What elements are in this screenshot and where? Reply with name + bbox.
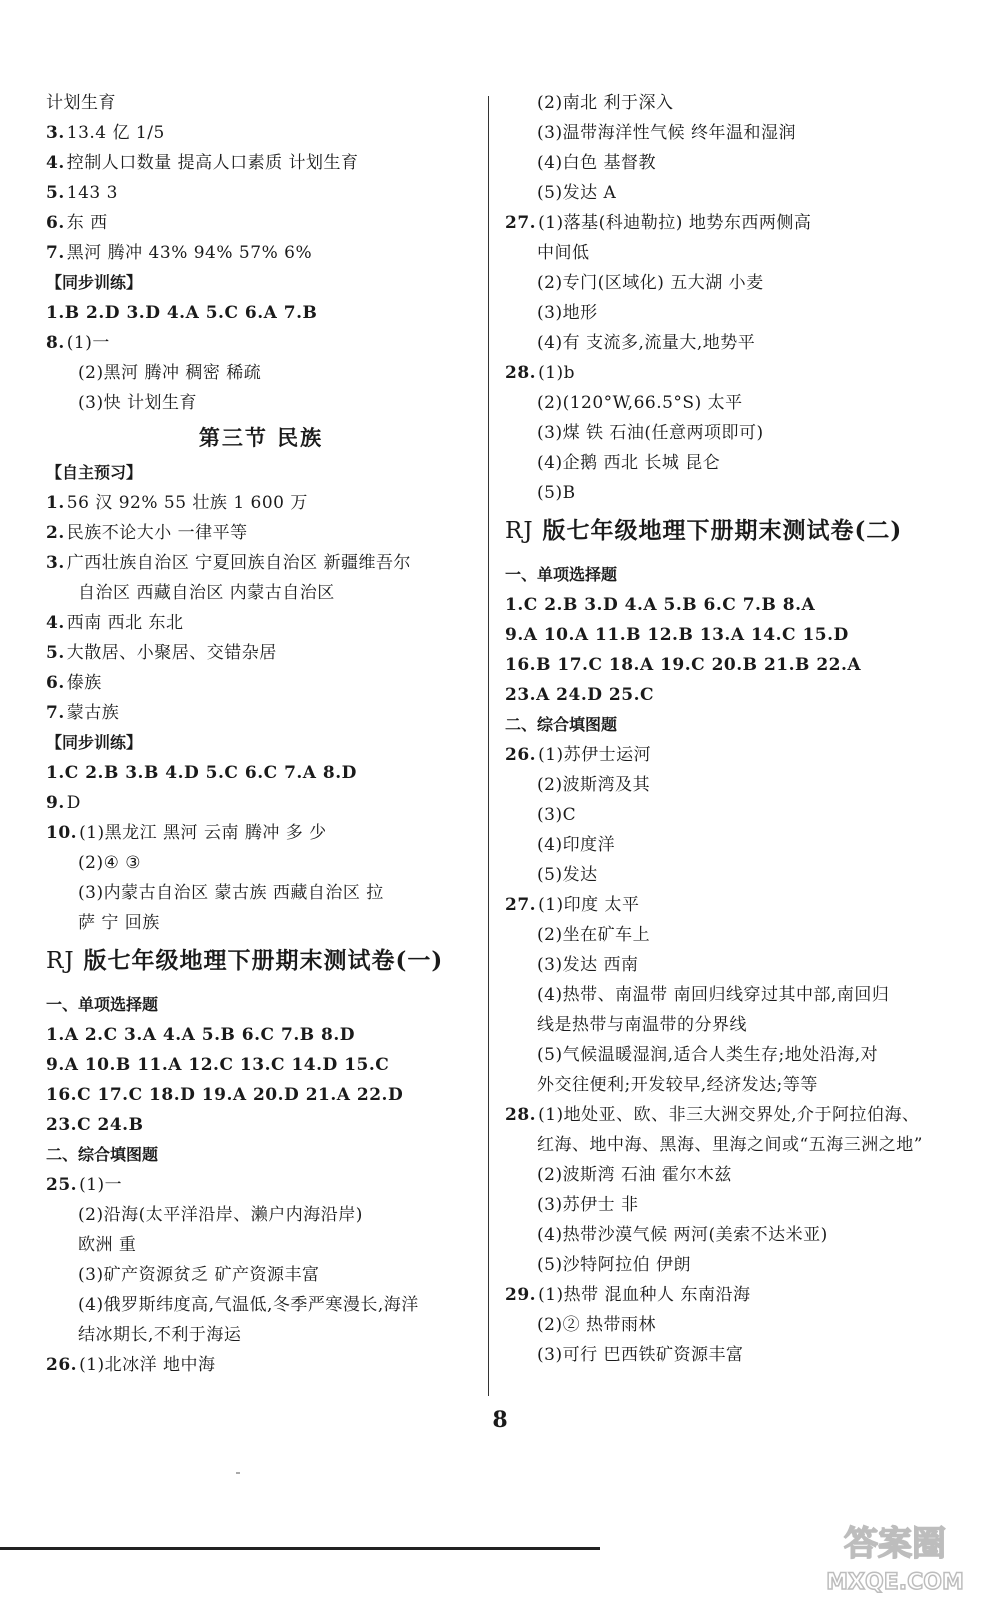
left-column <box>46 88 476 1380</box>
answer-line <box>505 680 955 710</box>
answer-subline <box>505 418 955 448</box>
scan-speck <box>236 1472 240 1474</box>
answer-subline <box>505 920 955 950</box>
answer-subline <box>505 800 955 830</box>
answer-line <box>46 118 476 148</box>
answer-subline <box>46 848 476 878</box>
question-number: 6. <box>46 673 65 693</box>
answer-text: (3)地形 <box>537 303 598 323</box>
answer-text: (3)可行 巴西铁矿资源丰富 <box>537 1345 744 1365</box>
answer-subline <box>505 950 955 980</box>
column-divider <box>488 96 489 1396</box>
answer-subline <box>46 878 476 908</box>
answer-text: (1)落基(科迪勒拉) 地势东西两侧高 <box>538 213 812 233</box>
answer-text: (5)气候温暖湿润,适合人类生存;地处沿海,对 <box>537 1045 879 1065</box>
page-number: 8 <box>492 1407 508 1433</box>
answer-line <box>505 740 955 770</box>
answer-subline <box>505 328 955 358</box>
answer-subline <box>505 1010 955 1040</box>
answer-subline <box>505 1250 955 1280</box>
question-number: 1. <box>46 493 65 513</box>
answer-line <box>505 358 955 388</box>
question-number: 27. <box>505 213 537 233</box>
answer-line <box>46 788 476 818</box>
answer-text: (2)坐在矿车上 <box>537 925 651 945</box>
answer-line <box>46 1350 476 1380</box>
answer-text: (4)白色 基督教 <box>537 153 656 173</box>
answer-text: 16.B 17.C 18.A 19.C 20.B 21.B 22.A <box>505 655 862 675</box>
answer-subline <box>46 388 476 418</box>
question-number: 8. <box>46 333 65 353</box>
answer-text: D <box>66 793 81 813</box>
answer-line <box>505 890 955 920</box>
question-number: 25. <box>46 1175 78 1195</box>
answer-text: (3)发达 西南 <box>537 955 639 975</box>
answer-subline <box>46 1320 476 1350</box>
exam-title <box>46 938 476 990</box>
answer-subline <box>505 1340 955 1370</box>
answer-line <box>46 178 476 208</box>
answer-text: (3)C <box>537 805 577 825</box>
answer-text: 控制人口数量 提高人口素质 计划生育 <box>66 153 359 173</box>
answer-line <box>505 620 955 650</box>
answer-text: 9.A 10.A 11.B 12.B 13.A 14.C 15.D <box>505 625 849 645</box>
answer-line <box>46 818 476 848</box>
answer-line <box>46 1170 476 1200</box>
answer-text: 黑河 腾冲 43% 94% 57% 6% <box>66 243 313 263</box>
answer-text: 1.C 2.B 3.B 4.D 5.C 6.C 7.A 8.D <box>46 763 357 783</box>
answer-subline <box>505 238 955 268</box>
answer-text: (3)快 计划生育 <box>78 393 197 413</box>
answer-subline <box>46 1260 476 1290</box>
answer-text: (2)② 热带雨林 <box>537 1315 656 1335</box>
answer-text: (2)波斯湾 石油 霍尔木兹 <box>537 1165 732 1185</box>
bottom-rule <box>0 1547 600 1550</box>
answer-subline <box>505 770 955 800</box>
answer-line <box>46 1020 476 1050</box>
exam-title-text: 版七年级地理下册期末测试卷(二) <box>533 517 903 544</box>
answer-text: (1)一 <box>66 333 110 353</box>
answer-text: (2)(120°W,66.5°S) 太平 <box>537 393 743 413</box>
answer-line <box>46 698 476 728</box>
answer-text: 自治区 西藏自治区 内蒙古自治区 <box>78 583 335 603</box>
answer-text: 蒙古族 <box>66 703 120 723</box>
answer-subline <box>505 298 955 328</box>
question-number: 5. <box>46 183 65 203</box>
answer-subline <box>46 358 476 388</box>
right-column <box>505 88 955 1370</box>
section-header: 一、单项选择题 <box>46 995 159 1014</box>
answer-subline <box>46 1230 476 1260</box>
answer-text: (3)温带海洋性气候 终年温和湿润 <box>537 123 796 143</box>
answer-line <box>505 650 955 680</box>
answer-text: (3)内蒙古自治区 蒙古族 西藏自治区 拉 <box>78 883 384 903</box>
answer-subline <box>505 1130 955 1160</box>
answer-text: 萨 宁 回族 <box>78 913 160 933</box>
answer-line <box>46 548 476 578</box>
answer-line <box>505 590 955 620</box>
answer-line <box>46 238 476 268</box>
question-number: 7. <box>46 243 65 263</box>
section-header: 【同步训练】 <box>46 733 143 752</box>
question-number: 4. <box>46 153 65 173</box>
answer-text: (5)B <box>537 483 576 503</box>
answer-text: (4)俄罗斯纬度高,气温低,冬季严寒漫长,海洋 <box>78 1295 419 1315</box>
section-header: 【自主预习】 <box>46 463 143 482</box>
answer-text: (2)南北 利于深入 <box>537 93 674 113</box>
answer-text: (4)热带沙漠气候 两河(美索不达米亚) <box>537 1225 828 1245</box>
question-number: 26. <box>505 745 537 765</box>
answer-text: 东 西 <box>66 213 108 233</box>
answer-line <box>46 208 476 238</box>
answer-subline <box>505 388 955 418</box>
answer-text: (1)苏伊士运河 <box>538 745 652 765</box>
exam-title <box>505 508 955 560</box>
section-header: 二、综合填图题 <box>46 1145 159 1164</box>
answer-line <box>46 1110 476 1140</box>
answer-text: (2)沿海(太平洋沿岸、濑户内海沿岸) <box>78 1205 363 1225</box>
answer-text: 13.4 亿 1/5 <box>66 123 165 143</box>
answer-subline <box>46 908 476 938</box>
answer-text: (4)企鹅 西北 长城 昆仑 <box>537 453 721 473</box>
exam-title-text: 版七年级地理下册期末测试卷(一) <box>74 947 444 974</box>
answer-text: 民族不论大小 一律平等 <box>66 523 248 543</box>
answer-subline <box>46 1290 476 1320</box>
answer-line <box>46 328 476 358</box>
answer-subline <box>505 860 955 890</box>
answer-text: (1)一 <box>79 1175 123 1195</box>
answer-text: 红海、地中海、黑海、里海之间或“五海三洲之地” <box>537 1135 923 1155</box>
section-header: 一、单项选择题 <box>505 565 618 584</box>
question-number: 27. <box>505 895 537 915</box>
question-number: 3. <box>46 553 65 573</box>
answer-line <box>46 1080 476 1110</box>
question-number: 6. <box>46 213 65 233</box>
answer-text: 西南 西北 东北 <box>66 613 184 633</box>
answer-text: (2)专门(区域化) 五大湖 小麦 <box>537 273 764 293</box>
question-number: 28. <box>505 1105 537 1125</box>
question-number: 26. <box>46 1355 78 1375</box>
answer-text: 1.B 2.D 3.D 4.A 5.C 6.A 7.B <box>46 303 318 323</box>
answer-text: (4)热带、南温带 南回归线穿过其中部,南回归 <box>537 985 890 1005</box>
section-header: 【同步训练】 <box>46 273 143 292</box>
answer-text: (1)印度 太平 <box>538 895 640 915</box>
answer-subline <box>505 148 955 178</box>
answer-line <box>46 608 476 638</box>
answer-subline <box>505 178 955 208</box>
answer-subline <box>46 1200 476 1230</box>
answer-text: (3)煤 铁 石油(任意两项即可) <box>537 423 764 443</box>
question-number: 29. <box>505 1285 537 1305</box>
section-title: 第三节 民族 <box>198 425 324 450</box>
exam-title-prefix: RJ <box>46 948 75 974</box>
answer-text: (1)地处亚、欧、非三大洲交界处,介于阿拉伯海、 <box>538 1105 920 1125</box>
answer-line <box>46 758 476 788</box>
answer-text: (2)黑河 腾冲 稠密 稀疏 <box>78 363 262 383</box>
answer-text: (4)印度洋 <box>537 835 616 855</box>
section-header: 二、综合填图题 <box>505 715 618 734</box>
answer-text: 9.A 10.B 11.A 12.C 13.C 14.D 15.C <box>46 1055 390 1075</box>
answer-text: 广西壮族自治区 宁夏回族自治区 新疆维吾尔 <box>66 553 412 573</box>
answer-text: 16.C 17.C 18.D 19.A 20.D 21.A 22.D <box>46 1085 404 1105</box>
answer-line <box>46 298 476 328</box>
answer-line <box>46 668 476 698</box>
answer-text: (5)发达 A <box>537 183 617 203</box>
question-number: 9. <box>46 793 65 813</box>
answer-text: (3)苏伊士 非 <box>537 1195 639 1215</box>
answer-text: 1.C 2.B 3.D 4.A 5.B 6.C 7.B 8.A <box>505 595 816 615</box>
answer-text: 56 汉 92% 55 壮族 1 600 万 <box>66 493 308 513</box>
answer-line <box>46 1050 476 1080</box>
answer-subline <box>505 1190 955 1220</box>
watermark-logo <box>800 1515 990 1595</box>
answer-subline <box>505 1040 955 1070</box>
answer-subline <box>505 118 955 148</box>
question-number: 5. <box>46 643 65 663</box>
question-number: 3. <box>46 123 65 143</box>
answer-line <box>505 1100 955 1130</box>
answer-text: 欧洲 重 <box>78 1235 137 1255</box>
answer-subline <box>505 980 955 1010</box>
answer-subline <box>505 1310 955 1340</box>
exam-title-prefix: RJ <box>505 518 534 544</box>
answer-text: 结冰期长,不利于海运 <box>78 1325 242 1345</box>
answer-subline <box>505 1160 955 1190</box>
answer-text: (1)b <box>538 363 576 383</box>
answer-subline <box>505 478 955 508</box>
watermark-top: 答案圈 <box>844 1524 946 1564</box>
watermark-bottom: MXQE.COM <box>826 1570 964 1595</box>
answer-text: (2)波斯湾及其 <box>537 775 651 795</box>
answer-line <box>46 488 476 518</box>
answer-text: 143 3 <box>66 183 118 203</box>
answer-text: 计划生育 <box>46 93 116 113</box>
question-number: 7. <box>46 703 65 723</box>
answer-subline <box>505 268 955 298</box>
answer-text: (5)沙特阿拉伯 伊朗 <box>537 1255 691 1275</box>
question-number: 2. <box>46 523 65 543</box>
question-number: 10. <box>46 823 78 843</box>
answer-line <box>46 88 476 118</box>
answer-text: (1)黑龙江 黑河 云南 腾冲 多 少 <box>79 823 327 843</box>
answer-text: 中间低 <box>537 243 590 263</box>
answer-subline <box>505 830 955 860</box>
answer-text: (2)④ ③ <box>78 853 141 873</box>
answer-text: 23.A 24.D 25.C <box>505 685 655 705</box>
answer-line <box>46 638 476 668</box>
answer-text: 大散居、小聚居、交错杂居 <box>66 643 277 663</box>
answer-subline <box>505 1070 955 1100</box>
answer-text: (1)北冰洋 地中海 <box>79 1355 216 1375</box>
answer-text: 线是热带与南温带的分界线 <box>537 1015 747 1035</box>
answer-line <box>505 1280 955 1310</box>
answer-line <box>46 518 476 548</box>
answer-text: (4)有 支流多,流量大,地势平 <box>537 333 756 353</box>
answer-text: 外交往便利;开发较早,经济发达;等等 <box>537 1075 818 1095</box>
answer-subline <box>505 1220 955 1250</box>
answer-line <box>46 148 476 178</box>
answer-text: 23.C 24.B <box>46 1115 144 1135</box>
answer-subline <box>46 578 476 608</box>
question-number: 4. <box>46 613 65 633</box>
answer-subline <box>505 448 955 478</box>
answer-text: 1.A 2.C 3.A 4.A 5.B 6.C 7.B 8.D <box>46 1025 356 1045</box>
answer-text: (3)矿产资源贫乏 矿产资源丰富 <box>78 1265 320 1285</box>
answer-text: (1)热带 混血种人 东南沿海 <box>538 1285 751 1305</box>
answer-text: 傣族 <box>66 673 102 693</box>
question-number: 28. <box>505 363 537 383</box>
answer-text: (5)发达 <box>537 865 598 885</box>
answer-subline <box>505 88 955 118</box>
answer-line <box>505 208 955 238</box>
